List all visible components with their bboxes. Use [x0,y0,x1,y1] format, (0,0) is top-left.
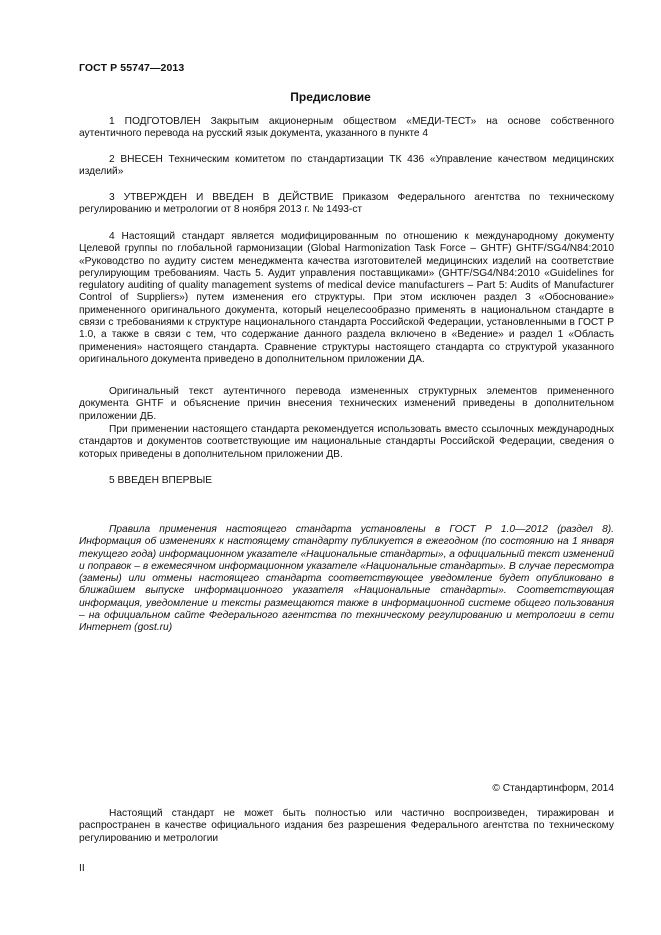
paragraph-modification: 4 Настоящий стандарт является модифицированным по отношению к международному документу Целевой группы по глобальной гармонизации (Global Harmonization Task Force – GHTF) GHTF/SG4/N84:2010 «Руководство по аудиту систем менеджмента качества изготовителей медицинских изделий на соответствие регулирующим требованиям. Часть 5. Аудит управления поставщиками» (GHTF/SG4/N84:2010 «Guidelines for regulatory auditing of quality management systems of medical device manufacturers – Part 5: Audits of Manufacturer Control of Suppliers») путем изменения его структуры. При этом исключен раздел 3 «Обоснование» примененного оригинального документа, который нецелесообразно применять в национальном стандарте в связи с требованиями к структуре национального стандарта Российской Федерации, установленными в ГОСТ Р 1.0, а также в связи с тем, что содержание данного раздела включено в «Ведение» и раздел 1 «Область применения» настоящего стандарта. Сравнение структуры настоящего стандарта со структурой указанного оригинального документа приведено в дополнительном приложении ДА. [79,231,614,365]
paragraph-approved: 3 УТВЕРЖДЕН И ВВЕДЕН В ДЕЙСТВИЕ Приказом Федерального агентства по техническому регулированию и метрологии от 8 ноября 2013 г. № 1493-ст [79,192,614,216]
copyright-line: © Стандартинформ, 2014 [492,783,614,794]
reproduction-notice: Настоящий стандарт не может быть полностью или частично воспроизведен, тиражирован и распространен в качестве официального издания без разрешения Федерального агентства по техническому регулированию и метрологии [79,808,614,844]
page-number: II [79,863,85,874]
paragraph-references: При применении настоящего стандарта рекомендуется использовать вместо ссылочных международных стандартов и документов соответствующие им национальные стандарты Российской Федерации, сведения о которых приведены в дополнительном приложении ДВ. [79,424,614,460]
paragraph-prepared: 1 ПОДГОТОВЛЕН Закрытым акционерным обществом «МЕДИ-ТЕСТ» на основе собственного аутентичного перевода на русский язык документа, указанного в пункте 4 [79,116,614,140]
paragraph-original-text: Оригинальный текст аутентичного перевода измененных структурных элементов примененного документа GHTF и объяснение причин внесения технических изменений приведены в дополнительном приложении ДБ. [79,386,614,422]
page-title: Предисловие [290,90,371,104]
usage-notice: Правила применения настоящего стандарта установлены в ГОСТ Р 1.0—2012 (раздел 8). Информация об изменениях к настоящему стандарту публикуется в ежегодном (по состоянию на 1 января текущего года) информационном указателе «Национальные стандарты», а официальный текст изменений и поправок – в ежемесячном информационном указателе «Национальные стандарты». В случае пересмотра (замены) или отмены настоящего стандарта соответствующее уведомление будет опубликовано в ближайшем выпуске информационного указателя «Национальные стандарты». Соответствующая информация, уведомление и тексты размещаются также в информационной системе общего пользования – на официальном сайте Федерального агентства по техническому регулированию и метрологии в сети Интернет (gost.ru) [79,524,614,634]
paragraph-introduced: 2 ВНЕСЕН Техническим комитетом по стандартизации ТК 436 «Управление качеством медицинских изделий» [79,154,614,178]
standard-code: ГОСТ Р 55747—2013 [79,62,185,74]
paragraph-first-introduced: 5 ВВЕДЕН ВПЕРВЫЕ [109,475,213,486]
